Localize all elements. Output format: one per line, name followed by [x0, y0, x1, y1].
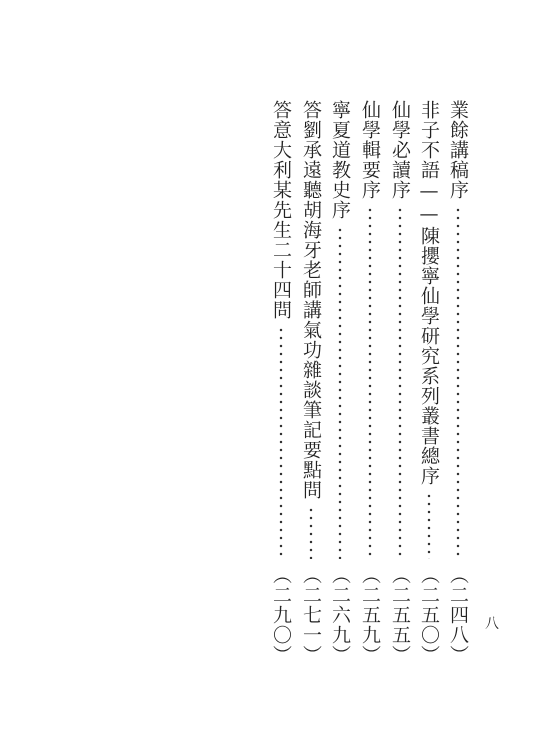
dot-leader — [329, 226, 351, 559]
toc-entry-page: （二六九） — [329, 565, 351, 665]
dot-leader — [359, 206, 381, 559]
toc-entry-title: 仙學必讀序 — [389, 100, 411, 200]
toc-entry-title: 答意大利某先生二十四問 — [270, 100, 292, 320]
toc-entry — [389, 100, 411, 665]
toc-entry — [329, 100, 351, 665]
toc-entry-page: （二七一） — [300, 565, 322, 665]
toc-entry-page: （二五〇） — [418, 565, 440, 665]
dot-leader — [389, 206, 411, 559]
toc-entry — [447, 100, 469, 665]
toc-entry — [418, 100, 440, 665]
toc-entry-title: 寧夏道教史序 — [329, 100, 351, 220]
toc-entry-page: （二五九） — [359, 565, 381, 665]
toc-entry-title: 業餘講稿序 — [447, 100, 469, 200]
toc-entry-title: 仙學輯要序 — [359, 100, 381, 200]
page-number: 八 — [485, 616, 499, 632]
toc-entry — [359, 100, 381, 665]
toc-entry-page: （二四八） — [447, 565, 469, 665]
toc-entry-page: （二五五） — [389, 565, 411, 665]
dot-leader — [418, 492, 440, 559]
toc-entry-title: 非子不語——陳攖寧仙學研究系列叢書總序 — [418, 100, 440, 486]
toc-entry — [270, 100, 292, 665]
dot-leader — [300, 506, 322, 559]
dot-leader — [447, 206, 469, 559]
toc-entry-page: （二九〇） — [270, 565, 292, 665]
dot-leader — [270, 326, 292, 559]
toc-entry — [300, 100, 322, 665]
toc-entry-title: 答劉承遠聽胡海牙老師講氣功雜談筆記要點問 — [300, 100, 322, 500]
